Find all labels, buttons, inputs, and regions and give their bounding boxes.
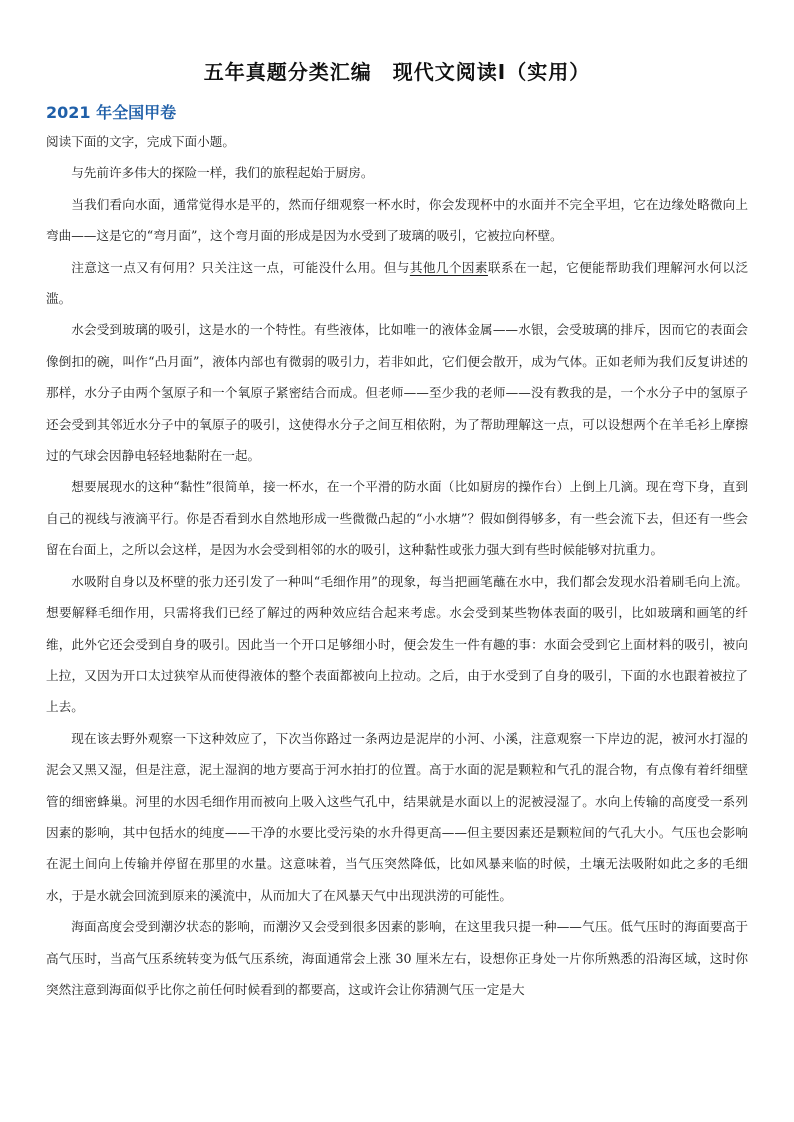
paragraph-2: 当我们看向水面，通常觉得水是平的，然而仔细观察一杯水时，你会发现杯中的水面并不完全平坦，它在边缘处略微向上弯曲——这是它的“弯月面”，这个弯月面的形成是因为水受到了玻璃的吸引，它被拉向杯壁。: [46, 196, 748, 244]
paragraph-4: 水会受到玻璃的吸引，这是水的一个特性。有些液体，比如唯一的液体金属——水银，会受玻璃的排斥，因而它的表面会像倒扣的碗，叫作“凸月面”，液体内部也有微弱的吸引力，若非如此，它们便会散开，成为气体。正如老师为我们反复讲述的那样，水分子由两个氢原子和一个氧原子紧密结合而成。但老师——至少我的老师——没有教我的是，一个水分子中的氢原子还会受到其邻近水分子中的氧原子的吸引，这使得水分子之间互相依附，为了帮助理解这一点，可以设想两个在羊毛衫上摩擦过的气球会因静电轻轻地黏附在一起。: [46, 322, 748, 464]
page-title: 五年真题分类汇编 现代文阅读Ⅰ（实用）: [203, 60, 591, 84]
underlined-phrase: 其他几个因素: [409, 259, 488, 275]
paragraph-3-part-b: 联系在一起，它便能帮助我们理解河水何以泛滥。: [46, 259, 749, 307]
paragraph-3-part-a: 注意这一点又有何用？只关注这一点，可能没什么用。但与: [71, 259, 410, 275]
paragraph-3: [46, 252, 748, 315]
instruction-text: 阅读下面的文字，完成下面小题。: [46, 134, 235, 149]
paragraph-1: 与先前许多伟大的探险一样，我们的旅程起始于厨房。: [71, 165, 374, 181]
paragraph-6: 水吸附自身以及杯壁的张力还引发了一种叫“毛细作用”的现象，每当把画笔蘸在水中，我们都会发现水沿着刷毛向上流。想要解释毛细作用，只需将我们已经了解过的两种效应结合起来考虑。水会受到某些物体表面的吸引，比如玻璃和画笔的纤维，此外它还会受到自身的吸引。因此当一个开口足够细小时，便会发生一件有趣的事：水面会受到它上面材料的吸引，被向上拉，又因为开口太过狭窄从而使得液体的整个表面都被向上拉动。之后，由于水受到了自身的吸引，下面的水也跟着被拉了上去。: [46, 573, 748, 715]
article-body: [46, 126, 748, 1005]
paragraph-7: 现在该去野外观察一下这种效应了，下次当你路过一条两边是泥岸的小河、小溪，注意观察一下岸边的泥，被河水打湿的泥会又黑又湿，但是注意，泥土湿润的地方要高于河水拍打的位置。高于水面的泥是颗粒和气孔的混合物，有点像有着纤细壁管的细密蜂巢。河里的水因毛细作用而被向上吸入这些气孔中，结果就是水面以上的泥被浸湿了。水向上传输的高度受一系列因素的影响，其中包括水的纯度——干净的水要比受污染的水升得更高——但主要因素还是颗粒间的气孔大小。气压也会影响在泥土间向上传输并停留在那里的水量。这意味着，当气压突然降低，比如风暴来临的时候，土壤无法吸附如此之多的毛细水，于是水就会回流到原来的溪流中，从而加大了在风暴天气中出现洪涝的可能性。: [46, 730, 748, 903]
paragraph-8: 海面高度会受到潮汐状态的影响，而潮汐又会受到很多因素的影响，在这里我只提一种——气压。低气压时的海面要高于高气压时，当高气压系统转变为低气压系统，海面通常会上涨 30 厘米左右，设想你正身处一片你所熟悉的沿海区域，这时你突然注意到海面似乎比你之前任何时候看到的都要高，这或许会让你猜测气压一定是大: [46, 919, 748, 997]
paragraph-5: 想要展现水的这种“黏性”很简单，接一杯水，在一个平滑的防水面（比如厨房的操作台）上倒上几滴。现在弯下身，直到自己的视线与液滴平行。你是否看到水自然地形成一些微微凸起的“小水塘”？假如倒得够多，有一些会流下去，但还有一些会留在台面上，之所以会这样，是因为水会受到相邻的水的吸引，这种黏性或张力强大到有些时候能够对抗重力。: [46, 479, 748, 558]
section-heading: 2021 年全国甲卷: [46, 103, 177, 122]
